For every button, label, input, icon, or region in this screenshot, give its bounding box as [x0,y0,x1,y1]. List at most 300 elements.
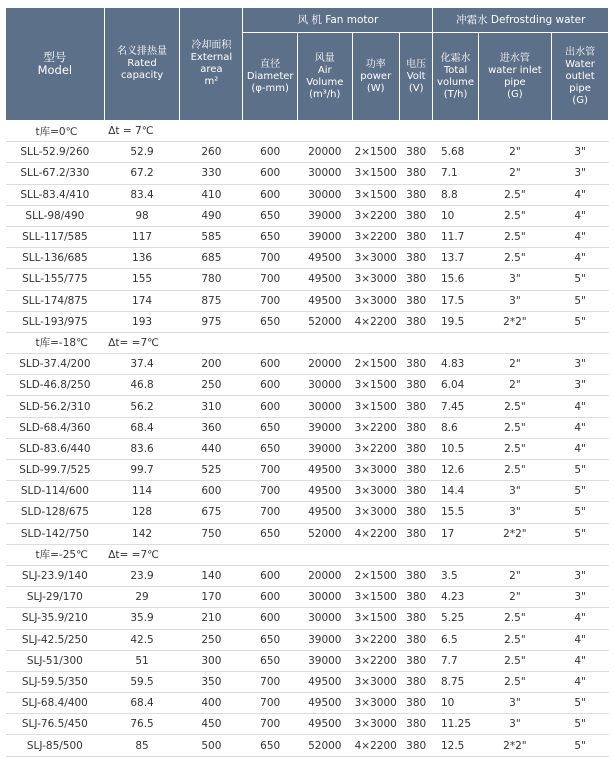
cell-area: 250 [180,375,243,396]
cell-capacity: 76.5 [104,714,180,735]
cell-total-volume: 5.68 [433,142,478,163]
cell-area: 450 [180,714,243,735]
cell-diameter: 650 [243,417,298,438]
cell-inlet-pipe: 2.5" [478,460,552,481]
cell-total-volume: 17.5 [433,290,478,311]
cell-capacity: 117 [104,226,180,247]
spec-table [5,7,609,757]
cell-outlet-pipe: 4" [552,629,609,650]
cell-power: 3×2200 [352,205,399,226]
cell-outlet-pipe: 3" [552,354,609,375]
cell-outlet-pipe: 4" [552,438,609,459]
cell-air-volume: 52000 [297,735,352,756]
cell-area: 750 [180,523,243,544]
table-row [6,502,609,523]
table-row [6,735,609,756]
cell-inlet-pipe: 2" [478,375,552,396]
cell-capacity: 46.8 [104,375,180,396]
cell-air-volume: 30000 [297,396,352,417]
cell-power: 4×2200 [352,311,399,332]
cell-inlet-pipe: 2.5" [478,205,552,226]
cell-volt: 380 [399,248,433,269]
cell-diameter: 650 [243,735,298,756]
cell-air-volume: 49500 [297,269,352,290]
table-row [6,671,609,692]
cell-area: 490 [180,205,243,226]
cell-air-volume: 39000 [297,650,352,671]
cell-model: SLL-193/975 [6,311,105,332]
header-inlet-pipe: 进水管 water inlet pipe (G) [478,33,552,121]
cell-outlet-pipe: 4" [552,184,609,205]
cell-diameter: 700 [243,460,298,481]
cell-capacity: 155 [104,269,180,290]
cell-capacity: 68.4 [104,693,180,714]
cell-inlet-pipe: 2.5" [478,184,552,205]
cell-diameter: 650 [243,438,298,459]
cell-inlet-pipe: 2*2" [478,735,552,756]
cell-outlet-pipe: 3" [552,142,609,163]
cell-power: 3×3000 [352,502,399,523]
cell-inlet-pipe: 2.5" [478,417,552,438]
section-delta-t: Δt= =7℃ [104,544,608,565]
table-row [6,396,609,417]
table-row [6,481,609,502]
cell-volt: 380 [399,629,433,650]
table-row [6,248,609,269]
section-temperature: t库=0℃ [6,121,105,142]
cell-volt: 380 [399,269,433,290]
cell-outlet-pipe: 5" [552,269,609,290]
cell-inlet-pipe: 3" [478,290,552,311]
cell-total-volume: 11.25 [433,714,478,735]
cell-area: 350 [180,671,243,692]
table-row [6,205,609,226]
cell-capacity: 23.9 [104,565,180,586]
cell-capacity: 51 [104,650,180,671]
cell-air-volume: 52000 [297,523,352,544]
cell-inlet-pipe: 3" [478,714,552,735]
cell-diameter: 600 [243,354,298,375]
cell-model: SLL-67.2/330 [6,163,105,184]
cell-area: 780 [180,269,243,290]
cell-power: 2×1500 [352,142,399,163]
cell-inlet-pipe: 2.5" [478,650,552,671]
cell-total-volume: 10 [433,205,478,226]
cell-power: 3×1500 [352,184,399,205]
cell-diameter: 700 [243,693,298,714]
cell-inlet-pipe: 3" [478,693,552,714]
cell-air-volume: 39000 [297,205,352,226]
cell-diameter: 700 [243,481,298,502]
cell-area: 875 [180,290,243,311]
cell-diameter: 700 [243,502,298,523]
table-row [6,523,609,544]
cell-air-volume: 49500 [297,502,352,523]
cell-outlet-pipe: 5" [552,735,609,756]
cell-power: 3×3000 [352,269,399,290]
cell-diameter: 650 [243,205,298,226]
cell-total-volume: 17 [433,523,478,544]
cell-volt: 380 [399,205,433,226]
cell-power: 3×1500 [352,608,399,629]
cell-diameter: 600 [243,142,298,163]
cell-area: 500 [180,735,243,756]
cell-outlet-pipe: 4" [552,205,609,226]
cell-capacity: 56.2 [104,396,180,417]
cell-total-volume: 5.25 [433,608,478,629]
cell-power: 3×3000 [352,481,399,502]
cell-capacity: 52.9 [104,142,180,163]
header-defrost-group: 冲霜水 Defrostding water [433,8,609,33]
table-row [6,269,609,290]
cell-air-volume: 30000 [297,184,352,205]
cell-outlet-pipe: 5" [552,502,609,523]
section-header-row [6,121,609,142]
table-row [6,438,609,459]
cell-air-volume: 49500 [297,671,352,692]
cell-volt: 380 [399,417,433,438]
table-row [6,714,609,735]
cell-inlet-pipe: 2.5" [478,629,552,650]
cell-outlet-pipe: 3" [552,375,609,396]
cell-total-volume: 10 [433,693,478,714]
cell-volt: 380 [399,565,433,586]
cell-capacity: 136 [104,248,180,269]
cell-power: 3×3000 [352,248,399,269]
header-outlet-pipe: 出水管 Water outlet pipe (G) [552,33,609,121]
cell-outlet-pipe: 3" [552,163,609,184]
cell-total-volume: 7.1 [433,163,478,184]
cell-power: 3×1500 [352,587,399,608]
cell-outlet-pipe: 4" [552,226,609,247]
cell-power: 3×1500 [352,163,399,184]
cell-total-volume: 13.7 [433,248,478,269]
cell-volt: 380 [399,693,433,714]
cell-total-volume: 14.4 [433,481,478,502]
cell-area: 310 [180,396,243,417]
cell-total-volume: 8.6 [433,417,478,438]
cell-power: 3×3000 [352,693,399,714]
cell-total-volume: 4.83 [433,354,478,375]
cell-outlet-pipe: 3" [552,565,609,586]
cell-air-volume: 20000 [297,142,352,163]
cell-volt: 380 [399,142,433,163]
cell-power: 4×2200 [352,523,399,544]
cell-area: 975 [180,311,243,332]
cell-total-volume: 3.5 [433,565,478,586]
cell-volt: 380 [399,714,433,735]
cell-power: 3×3000 [352,290,399,311]
header-fan-group: 风 机 Fan motor [243,8,433,33]
cell-model: SLJ-68.4/400 [6,693,105,714]
cell-area: 170 [180,587,243,608]
cell-inlet-pipe: 2" [478,142,552,163]
cell-capacity: 98 [104,205,180,226]
cell-total-volume: 8.75 [433,671,478,692]
header-total-volume: 化霜水 Total volume (T/h) [433,33,478,121]
table-row [6,142,609,163]
header-volt: 电压 Volt (V) [399,33,433,121]
cell-diameter: 700 [243,671,298,692]
table-row [6,587,609,608]
cell-area: 140 [180,565,243,586]
header-capacity: 名义排热量 Rated capacity [104,8,180,121]
cell-volt: 380 [399,290,433,311]
cell-outlet-pipe: 5" [552,290,609,311]
header-diameter: 直径 Diameter (φ-mm) [243,33,298,121]
cell-volt: 380 [399,163,433,184]
header-area: 冷却面积 External area m² [180,8,243,121]
cell-volt: 380 [399,671,433,692]
cell-model: SLL-155/775 [6,269,105,290]
cell-outlet-pipe: 5" [552,714,609,735]
cell-outlet-pipe: 5" [552,460,609,481]
section-temperature: t库=-25℃ [6,544,105,565]
cell-total-volume: 12.6 [433,460,478,481]
cell-power: 3×1500 [352,396,399,417]
cell-model: SLL-174/875 [6,290,105,311]
section-delta-t: Δt= =7℃ [104,332,608,353]
cell-power: 3×1500 [352,375,399,396]
header-air-volume: 风量 Air Volume (m³/h) [297,33,352,121]
section-header-row [6,544,609,565]
cell-model: SLD-128/675 [6,502,105,523]
cell-diameter: 700 [243,714,298,735]
cell-volt: 380 [399,650,433,671]
cell-inlet-pipe: 3" [478,269,552,290]
cell-outlet-pipe: 5" [552,481,609,502]
cell-power: 2×1500 [352,354,399,375]
cell-model: SLD-37.4/200 [6,354,105,375]
cell-inlet-pipe: 2*2" [478,523,552,544]
cell-air-volume: 20000 [297,354,352,375]
cell-power: 3×3000 [352,714,399,735]
cell-model: SLL-117/585 [6,226,105,247]
cell-air-volume: 49500 [297,481,352,502]
cell-capacity: 35.9 [104,608,180,629]
table-row [6,608,609,629]
section-header-row [6,332,609,353]
cell-inlet-pipe: 2.5" [478,248,552,269]
cell-volt: 380 [399,481,433,502]
cell-inlet-pipe: 2.5" [478,438,552,459]
cell-power: 4×2200 [352,735,399,756]
cell-power: 3×2200 [352,650,399,671]
cell-total-volume: 15.6 [433,269,478,290]
cell-diameter: 700 [243,290,298,311]
cell-capacity: 29 [104,587,180,608]
table-row [6,629,609,650]
cell-model: SLD-142/750 [6,523,105,544]
cell-area: 525 [180,460,243,481]
cell-air-volume: 39000 [297,226,352,247]
cell-model: SLD-46.8/250 [6,375,105,396]
cell-capacity: 67.2 [104,163,180,184]
cell-capacity: 114 [104,481,180,502]
table-row [6,290,609,311]
cell-diameter: 600 [243,184,298,205]
cell-model: SLJ-42.5/250 [6,629,105,650]
cell-total-volume: 7.7 [433,650,478,671]
cell-volt: 380 [399,502,433,523]
table-row [6,226,609,247]
cell-power: 3×3000 [352,671,399,692]
table-row [6,184,609,205]
cell-area: 675 [180,502,243,523]
cell-volt: 380 [399,226,433,247]
cell-capacity: 128 [104,502,180,523]
cell-outlet-pipe: 4" [552,396,609,417]
table-row [6,375,609,396]
cell-volt: 380 [399,608,433,629]
cell-air-volume: 52000 [297,311,352,332]
cell-diameter: 650 [243,650,298,671]
cell-outlet-pipe: 4" [552,671,609,692]
table-row [6,460,609,481]
cell-volt: 380 [399,438,433,459]
table-row [6,163,609,184]
cell-area: 210 [180,608,243,629]
cell-outlet-pipe: 4" [552,417,609,438]
cell-capacity: 37.4 [104,354,180,375]
cell-area: 250 [180,629,243,650]
cell-area: 330 [180,163,243,184]
cell-total-volume: 6.04 [433,375,478,396]
cell-diameter: 600 [243,375,298,396]
cell-volt: 380 [399,735,433,756]
cell-inlet-pipe: 2" [478,354,552,375]
cell-diameter: 600 [243,587,298,608]
cell-diameter: 700 [243,248,298,269]
cell-model: SLD-83.6/440 [6,438,105,459]
cell-volt: 380 [399,523,433,544]
cell-diameter: 700 [243,269,298,290]
cell-area: 600 [180,481,243,502]
cell-capacity: 83.6 [104,438,180,459]
cell-power: 3×3000 [352,460,399,481]
cell-outlet-pipe: 5" [552,693,609,714]
cell-air-volume: 30000 [297,375,352,396]
cell-area: 410 [180,184,243,205]
cell-air-volume: 49500 [297,290,352,311]
cell-power: 3×2200 [352,226,399,247]
cell-area: 260 [180,142,243,163]
cell-diameter: 600 [243,163,298,184]
cell-area: 200 [180,354,243,375]
header-model: 型号 Model [6,8,105,121]
cell-air-volume: 30000 [297,163,352,184]
cell-model: SLL-98/490 [6,205,105,226]
cell-outlet-pipe: 5" [552,311,609,332]
cell-model: SLJ-23.9/140 [6,565,105,586]
cell-outlet-pipe: 3" [552,587,609,608]
cell-total-volume: 7.45 [433,396,478,417]
cell-volt: 380 [399,311,433,332]
cell-inlet-pipe: 3" [478,481,552,502]
cell-diameter: 650 [243,226,298,247]
cell-total-volume: 19.5 [433,311,478,332]
cell-area: 585 [180,226,243,247]
cell-model: SLD-99.7/525 [6,460,105,481]
cell-outlet-pipe: 4" [552,248,609,269]
cell-model: SLD-56.2/310 [6,396,105,417]
cell-outlet-pipe: 5" [552,523,609,544]
cell-outlet-pipe: 4" [552,608,609,629]
cell-volt: 380 [399,396,433,417]
cell-capacity: 85 [104,735,180,756]
section-delta-t: Δt = 7℃ [104,121,608,142]
cell-capacity: 59.5 [104,671,180,692]
cell-diameter: 600 [243,608,298,629]
cell-air-volume: 49500 [297,714,352,735]
cell-total-volume: 12.5 [433,735,478,756]
table-row [6,354,609,375]
cell-model: SLJ-51/300 [6,650,105,671]
cell-inlet-pipe: 2.5" [478,226,552,247]
cell-total-volume: 10.5 [433,438,478,459]
cell-volt: 380 [399,587,433,608]
cell-area: 685 [180,248,243,269]
cell-capacity: 42.5 [104,629,180,650]
cell-model: SLL-83.4/410 [6,184,105,205]
cell-volt: 380 [399,184,433,205]
cell-model: SLL-136/685 [6,248,105,269]
cell-diameter: 600 [243,565,298,586]
cell-capacity: 174 [104,290,180,311]
cell-inlet-pipe: 2.5" [478,396,552,417]
section-temperature: t库=-18℃ [6,332,105,353]
cell-inlet-pipe: 2" [478,163,552,184]
cell-inlet-pipe: 2" [478,565,552,586]
header-power: 功率 power (W) [352,33,399,121]
cell-total-volume: 11.7 [433,226,478,247]
cell-total-volume: 15.5 [433,502,478,523]
cell-diameter: 600 [243,396,298,417]
cell-model: SLD-68.4/360 [6,417,105,438]
cell-area: 400 [180,693,243,714]
cell-model: SLJ-76.5/450 [6,714,105,735]
cell-air-volume: 49500 [297,460,352,481]
table-row [6,650,609,671]
table-row [6,311,609,332]
cell-model: SLJ-85/500 [6,735,105,756]
table-row [6,565,609,586]
table-row [6,693,609,714]
cell-total-volume: 8.8 [433,184,478,205]
cell-capacity: 99.7 [104,460,180,481]
cell-diameter: 650 [243,311,298,332]
cell-diameter: 650 [243,523,298,544]
cell-model: SLJ-29/170 [6,587,105,608]
cell-area: 300 [180,650,243,671]
cell-power: 2×1500 [352,565,399,586]
cell-inlet-pipe: 3" [478,502,552,523]
cell-inlet-pipe: 2.5" [478,671,552,692]
cell-inlet-pipe: 2.5" [478,608,552,629]
cell-area: 440 [180,438,243,459]
cell-total-volume: 4.23 [433,587,478,608]
cell-air-volume: 39000 [297,438,352,459]
spec-table-container [5,7,609,757]
cell-power: 3×2200 [352,438,399,459]
cell-inlet-pipe: 2*2" [478,311,552,332]
cell-volt: 380 [399,354,433,375]
cell-inlet-pipe: 2" [478,587,552,608]
cell-air-volume: 39000 [297,629,352,650]
cell-outlet-pipe: 4" [552,650,609,671]
table-row [6,417,609,438]
cell-volt: 380 [399,375,433,396]
